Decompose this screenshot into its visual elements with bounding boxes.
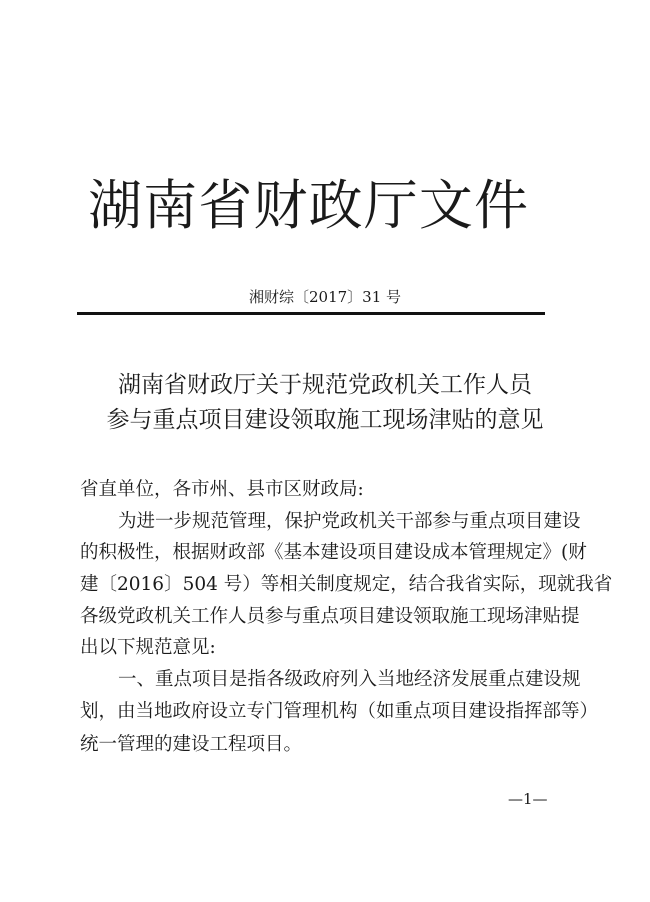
subject-line-2: 参与重点项目建设领取施工现场津贴的意见 [106, 407, 544, 433]
header-divider [77, 312, 545, 315]
body-line: 一、重点项目是指各级政府列入当地经济发展重点建设规 [118, 669, 581, 690]
body-line: 出以下规范意见: [80, 637, 216, 658]
body-line: 的积极性，根据财政部《基本建设项目建设成本管理规定》(财 [80, 542, 587, 563]
body-line: 为进一步规范管理，保护党政机关干部参与重点项目建设 [118, 511, 581, 532]
body-line: 建〔2016〕504 号）等相关制度规定，结合我省实际，现就我省 [80, 574, 613, 595]
document-header-title: 湖南省财政厅文件 [88, 174, 528, 237]
subject-line-1: 湖南省财政厅关于规范党政机关工作人员 [118, 372, 532, 398]
body-line: 各级党政机关工作人员参与重点项目建设领取施工现场津贴提 [80, 606, 580, 627]
body-line: 划，由当地政府设立专门管理机构（如重点项目建设指挥部等） [80, 701, 599, 722]
page-number: —1— [508, 790, 548, 808]
addressee: 省直单位，各市州、县市区财政局: [80, 479, 364, 500]
body-line: 统一管理的建设工程项目。 [80, 734, 303, 755]
document-number: 湘财综〔2017〕31 号 [248, 288, 402, 306]
